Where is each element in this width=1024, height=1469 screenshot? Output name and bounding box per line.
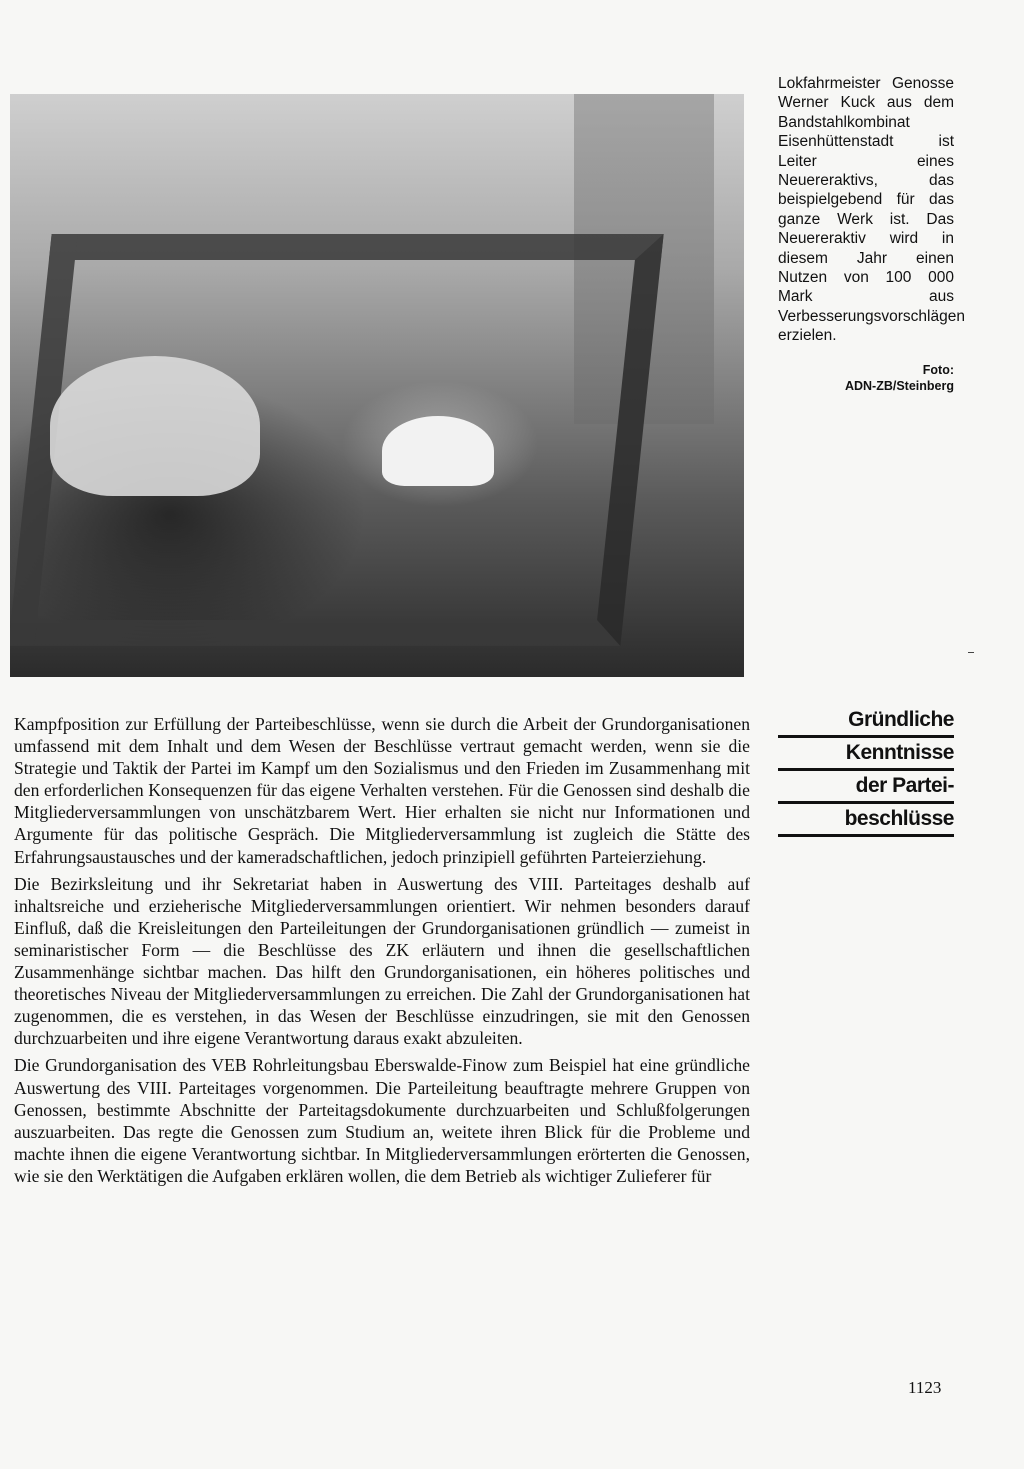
photo-credit xyxy=(778,362,954,394)
photo-helmet-worker xyxy=(382,416,494,486)
photograph xyxy=(10,94,744,677)
paragraph: Die Bezirksleitung und ihr Sekretariat haben in Auswertung des VIII. Parteitages deshalb auf inhaltsreiche und erzieherische Mitgliederversammlungen orientiert. Wir nehmen besonders darauf Einfluß, daß die Kreisleitungen den Parteileitungen der Grundorganisationen gründlich — zumeist in seminaristischer Form — die Beschlüsse des ZK erläutern und ihnen die gesellschaftlichen Zusammenhänge sichtbar machen. Das hilft den Grundorganisationen, ein höheres politisches und theoretisches Niveau der Mitgliederversammlungen zu erreichen. Die Zahl der Grundorganisationen hat zugenommen, die es verstehen, in das Wesen der Beschlüsse einzudringen, sie mit den Genossen durchzuarbeiten und ihre eigene Verantwortung daraus exakt abzuleiten. xyxy=(14,873,750,1049)
photo-caption: Lokfahrmeister Genosse Werner Kuck aus dem Bandstahlkombinat Eisenhüttenstadt ist Leiter eines Neuereraktivs, das beispielgebend für das ganze Werk ist. Das Neuereraktiv wird in diesem Jahr einen Nutzen von 100 000 Mark aus Verbesserungsvorschlägen erzielen. xyxy=(778,75,965,345)
heading-line: Gründliche xyxy=(778,706,954,738)
credit-label: Foto: xyxy=(922,363,954,377)
page-number: 1123 xyxy=(908,1378,942,1397)
heading-line: der Partei- xyxy=(778,772,954,804)
heading-line: Kenntnisse xyxy=(778,739,954,771)
credit-source: ADN-ZB/Steinberg xyxy=(844,379,954,393)
paragraph: Kampfposition zur Erfüllung der Parteibeschlüsse, wenn sie durch die Arbeit der Grundorganisationen umfassend mit dem Inhalt und dem Wesen der Beschlüsse vertraut gemacht werden, wenn sie die Strategie und Taktik der Partei im Kampf um den Sozialismus und den Frieden im Zusammenhang mit den erforderlichen Konsequenzen für das eigene Verhalten verstehen. Für die Genossen sind deshalb die Mitgliederversammlungen von unschätzbarem Wert. Hier erhalten sie nicht nur Informationen und Argumente für das politische Gespräch. Die Mitgliederversammlung ist zugleich die Stätte des Erfahrungsaustausches und der kameradschaftlichen, jedoch prinzipiell geführten Parteierziehung. xyxy=(14,714,750,867)
margin-mark xyxy=(968,652,974,653)
article-body xyxy=(14,713,750,1192)
paragraph: Die Grundorganisation des VEB Rohrleitungsbau Eberswalde-Finow zum Beispiel hat eine gründliche Auswertung des VIII. Parteitages vorgenommen. Die Parteileitung beauftragte mehrere Gruppen von Genossen, bestimmte Abschnitte der Parteitagsdokumente durchzuarbeiten und Schlußfolgerungen auszuarbeiten. Das regte die Genossen zum Studium an, weitete ihren Blick für die Probleme und machte ihnen die eigene Verantwortung sichtbar. In Mitgliederversammlungen erörterten die Genossen, wie sie den Werktätigen die Aufgaben erklären wollen, die dem Betrieb als wichtiger Zulieferer für xyxy=(14,1055,750,1186)
photo-helmet-foreground xyxy=(50,356,260,496)
heading-line: beschlüsse xyxy=(778,805,954,837)
section-heading xyxy=(778,706,954,838)
